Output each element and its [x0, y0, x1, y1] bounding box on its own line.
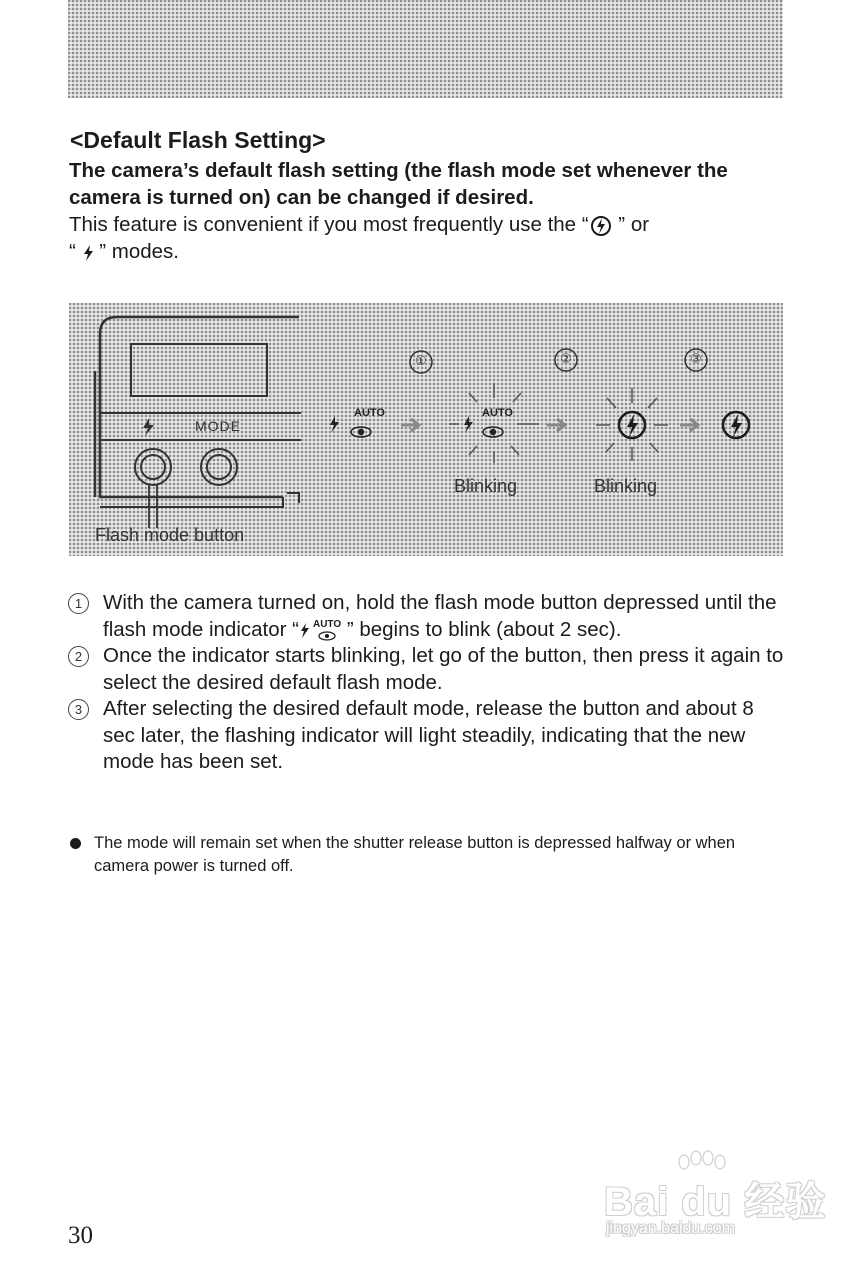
blinking-label: Blinking: [454, 476, 518, 496]
step-item: [68, 643, 788, 696]
step-number: 2: [68, 646, 89, 667]
step-item: [68, 696, 788, 776]
blink-rays: [449, 383, 539, 463]
red-eye-icon: [483, 427, 503, 437]
bold-intro-paragraph: The camera’s default flash setting (the flash mode set whenever the camera is turned on) can be changed if desired.: [69, 159, 728, 209]
camera-panel: [95, 317, 301, 507]
flash-auto-icon: [330, 416, 339, 433]
auto-indicator-text: AUTO: [482, 407, 513, 419]
intro-text-part: This feature is convenient if you most frequently use the “: [69, 213, 589, 236]
note-text: The mode will remain set when the shutter release button is depressed halfway or when camera power is turned off.: [94, 834, 736, 875]
auto-indicator-text: AUTO: [354, 407, 385, 419]
flash-off-icon: [723, 412, 749, 438]
step-marker: ②: [560, 351, 572, 366]
header-halftone-band: [68, 0, 783, 98]
step-text: ” begins to blink (about 2 sec).: [341, 617, 622, 641]
blinking-label: Blinking: [594, 476, 658, 496]
auto-indicator-text: AUTO: [312, 618, 342, 630]
flash-auto-icon: [464, 416, 473, 433]
flash-mode-button-label: Flash mode button: [95, 525, 245, 545]
intro-text-part: “: [69, 240, 82, 263]
arrow-icon: [680, 419, 698, 431]
step-number: 3: [68, 699, 89, 720]
flash-on-icon: [82, 244, 94, 262]
step-marker: ③: [690, 351, 702, 366]
flash-off-icon: [589, 215, 613, 237]
note: [68, 832, 788, 878]
section-title: <Default Flash Setting>: [70, 127, 326, 153]
flash-auto-indicator: [313, 620, 341, 641]
red-eye-icon: [351, 427, 371, 437]
intro-text-part: ” modes.: [93, 240, 179, 263]
watermark-logo: [600, 1150, 827, 1250]
mode-button-label: MODE: [195, 418, 241, 434]
intro-text-part: ” or: [612, 213, 650, 236]
watermark-brand: Bai du 经验: [604, 1180, 827, 1224]
instruction-steps: [68, 590, 788, 776]
intro-paragraph: [69, 211, 785, 265]
step-marker: ①: [415, 353, 427, 368]
step-text: With the camera turned on, hold the flash mode button depressed until the flash mode indicator “: [103, 591, 777, 641]
flash-on-icon: [299, 622, 310, 639]
page-number: 30: [68, 1222, 93, 1249]
flash-off-icon: [619, 412, 645, 438]
step-text: Once the indicator starts blinking, let go of the button, then press it again to select the desired default flash mode.: [103, 644, 784, 694]
step-text: After selecting the desired default mode, release the button and about 8 sec later, the flashing indicator will light steadily, indicating that the new mode has been set.: [103, 697, 754, 773]
mode-button: [201, 449, 237, 485]
arrow-icon: [401, 419, 419, 431]
flash-mode-button: [135, 449, 171, 485]
flash-setting-figure: [69, 303, 783, 556]
panel-flash-icon: [143, 418, 154, 436]
step-number: 1: [68, 593, 89, 614]
watermark-url: jingyan.baidu.com: [606, 1220, 735, 1237]
figure-drawing: [69, 303, 783, 556]
red-eye-icon: [317, 631, 337, 641]
arrow-icon: [547, 419, 565, 431]
bullet-icon: [70, 838, 81, 849]
step-markers: [410, 349, 707, 373]
step-item: [68, 590, 788, 643]
